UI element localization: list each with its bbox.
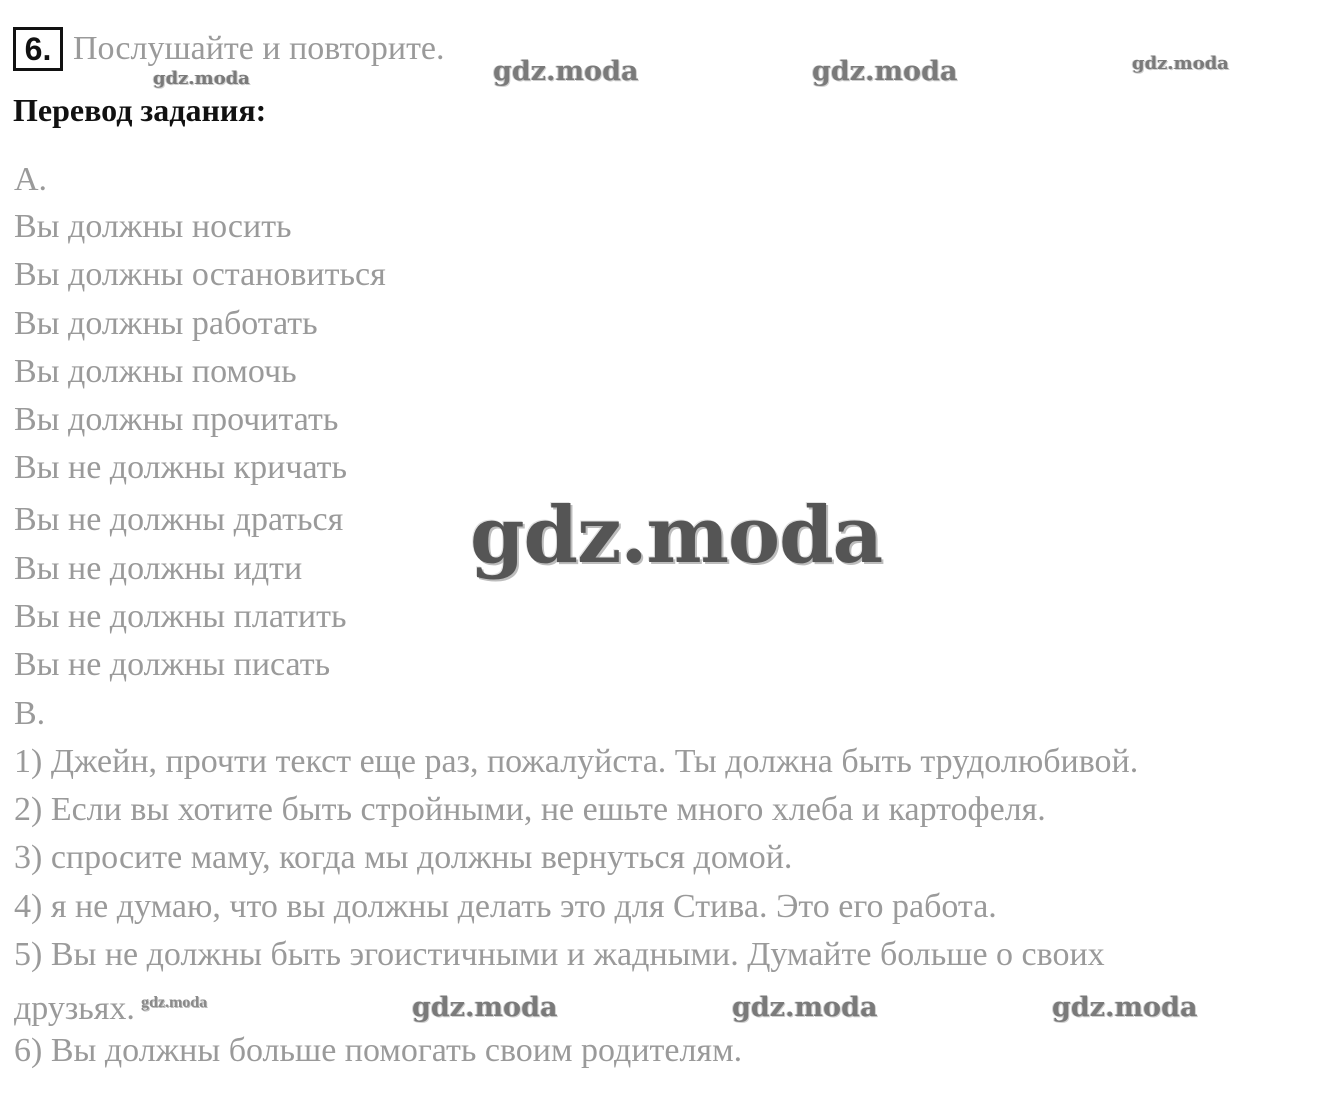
section-a-line-10: Вы не должны писать	[14, 646, 331, 683]
watermark-1: gdz.moda	[153, 68, 250, 89]
section-a-line-5: Вы должны прочитать	[14, 401, 339, 438]
section-b-line-3: 3) спросите маму, когда мы должны вернуться домой.	[14, 839, 793, 876]
section-b-line-5-tail: друзьях.	[14, 990, 135, 1027]
task-title: Послушайте и повторите.	[73, 30, 445, 67]
section-b-line-5-continuation	[14, 983, 207, 1029]
section-a-line-4: Вы должны помочь	[14, 353, 297, 390]
section-a-label: A.	[14, 161, 48, 198]
watermark-center: gdz.moda	[470, 490, 883, 581]
watermark-5: gdz.moda	[412, 992, 558, 1023]
translation-heading: Перевод задания:	[13, 92, 267, 128]
section-b-line-5: 5) Вы не должны быть эгоистичными и жадными. Думайте больше о своих	[14, 936, 1105, 973]
task-header	[13, 27, 445, 71]
section-a-line-6: Вы не должны кричать	[14, 449, 348, 486]
section-a-line-9: Вы не должны платить	[14, 598, 347, 635]
watermark-4: gdz.moda	[1132, 53, 1229, 74]
section-a-line-7: Вы не должны драться	[14, 501, 344, 538]
watermark-3: gdz.moda	[812, 56, 958, 87]
section-b-line-6: 6) Вы должны больше помогать своим родителям.	[14, 1032, 743, 1069]
section-b-label: B.	[14, 695, 46, 732]
watermark-7: gdz.moda	[1052, 992, 1198, 1023]
section-a-line-1: Вы должны носить	[14, 208, 292, 245]
watermark-6: gdz.moda	[732, 992, 878, 1023]
watermark-2: gdz.moda	[493, 56, 639, 87]
watermark-inline: gdz.moda	[140, 994, 208, 1011]
section-b-line-2: 2) Если вы хотите быть стройными, не ешьте много хлеба и картофеля.	[14, 791, 1046, 828]
section-a-line-3: Вы должны работать	[14, 305, 318, 342]
task-number-badge: 6.	[13, 27, 63, 71]
section-a-line-2: Вы должны остановиться	[14, 256, 386, 293]
section-b-line-4: 4) я не думаю, что вы должны делать это для Стива. Это его работа.	[14, 888, 997, 925]
section-a-line-8: Вы не должны идти	[14, 550, 303, 587]
section-b-line-1: 1) Джейн, прочти текст еще раз, пожалуйста. Ты должна быть трудолюбивой.	[14, 743, 1139, 780]
